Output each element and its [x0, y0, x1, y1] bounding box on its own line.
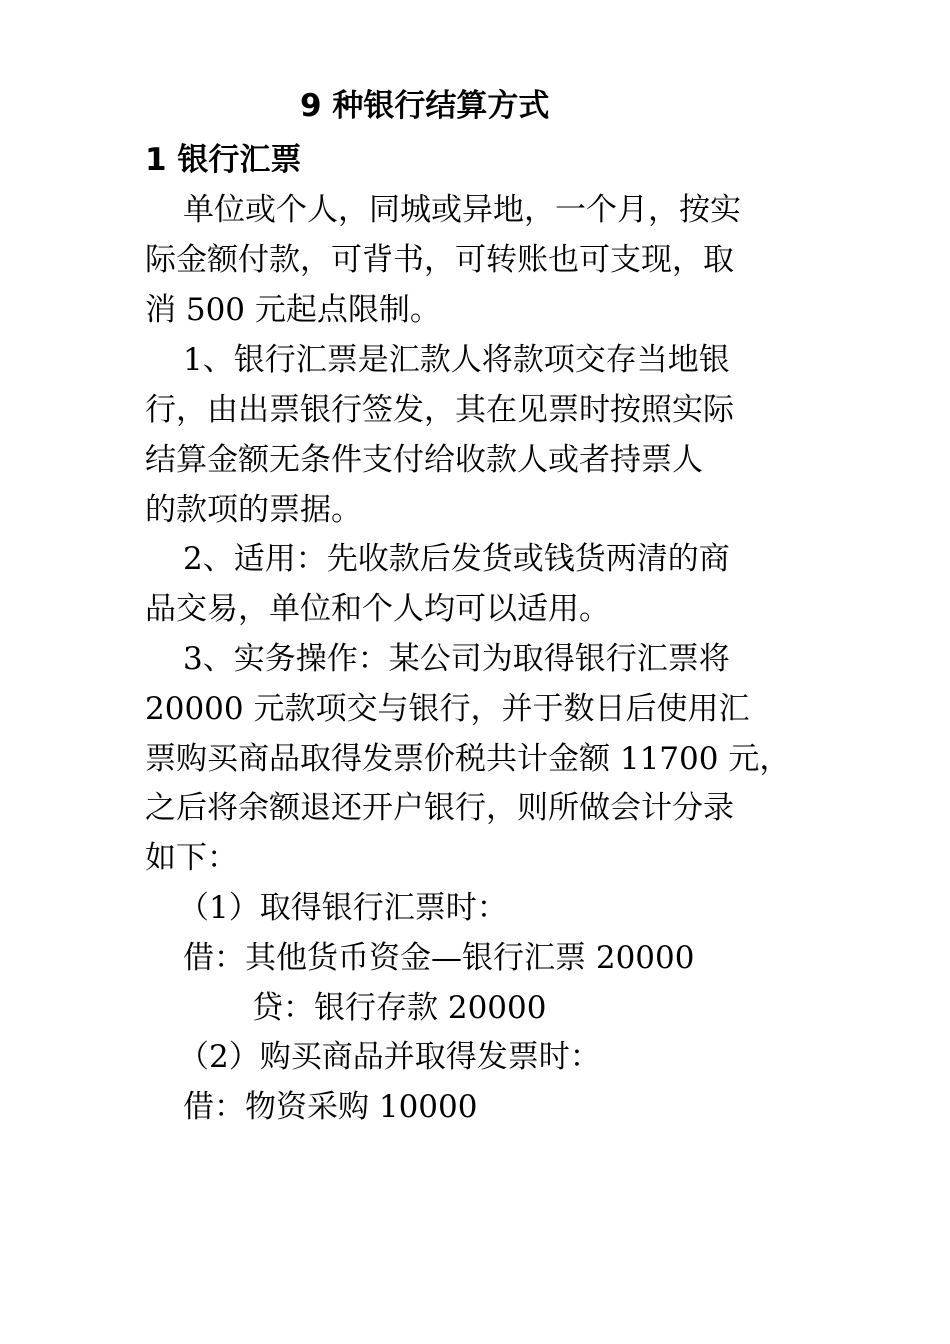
p1-line-4: 的款项的票据。: [145, 492, 362, 528]
p1-line-2: 行，由出票银行签发，其在见票时按照实际: [145, 392, 734, 428]
section-heading: 1 银行汇票: [145, 142, 302, 178]
entry-debit-1: 借：其他货币资金—银行汇票 20000: [183, 940, 695, 976]
p1-line-3: 结算金额无条件支付给收款人或者持票人: [145, 442, 703, 478]
entry-step-1: （1）取得银行汇票时：: [178, 890, 508, 926]
p3-line-3: 票购买商品取得发票价税共计金额 11700 元，: [145, 741, 791, 777]
p3-line-2: 20000 元款项交与银行，并于数日后使用汇: [145, 691, 750, 727]
p3-line-1: 3、实务操作：某公司为取得银行汇票将: [183, 641, 730, 677]
intro-line-3: 消 500 元起点限制。: [145, 292, 441, 328]
entry-step-2: （2）购买商品并取得发票时：: [178, 1039, 601, 1075]
p3-line-4: 之后将余额退还开户银行，则所做会计分录: [145, 790, 734, 826]
page-title: 9 种银行结算方式: [300, 88, 550, 124]
p2-line-2: 品交易，单位和个人均可以适用。: [145, 591, 610, 627]
p1-line-1: 1、银行汇票是汇款人将款项交存当地银: [183, 342, 730, 378]
p3-line-5: 如下：: [145, 840, 238, 876]
p2-line-1: 2、适用：先收款后发货或钱货两清的商: [183, 541, 730, 577]
intro-line-2: 际金额付款，可背书，可转账也可支现，取: [145, 242, 734, 278]
entry-debit-2: 借：物资采购 10000: [183, 1089, 478, 1125]
intro-line-1: 单位或个人，同城或异地，一个月，按实: [183, 192, 741, 228]
entry-credit-1: 贷：银行存款 20000: [252, 990, 547, 1026]
